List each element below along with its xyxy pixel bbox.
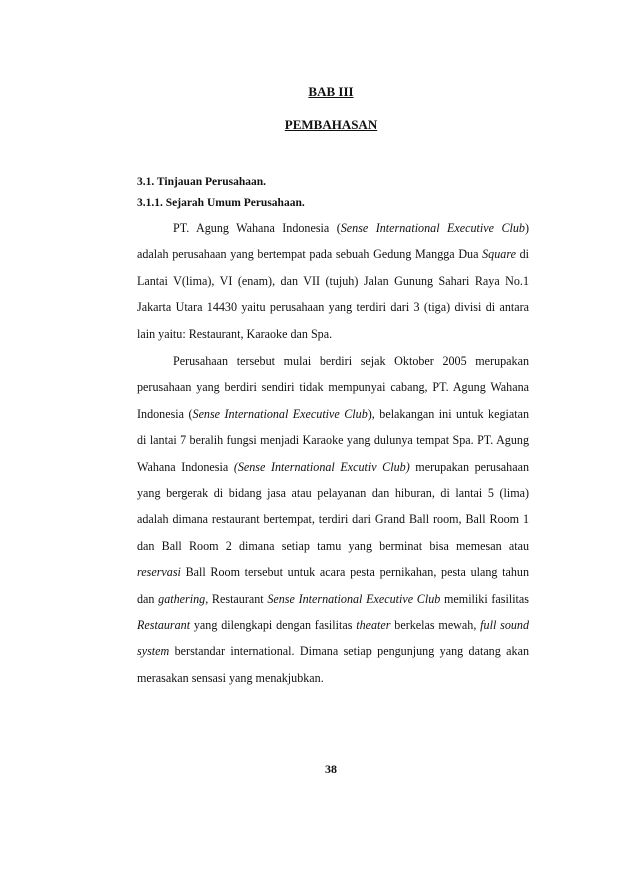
p1-text-2: ) adalah perusahaan yang bertempat pada sebuah Gedung Mangga Dua: [137, 221, 529, 262]
p2-text-2: ), belakangan ini untuk kegiatan di lantai 7 beralih fungsi menjadi Karaoke yang dulunya tempat Spa. PT. Agung Wahana Indonesia: [137, 406, 529, 474]
paragraph-company-overview: [137, 215, 529, 347]
p2-text-6: memiliki fasilitas: [440, 591, 529, 606]
paragraph-company-history: [137, 348, 529, 691]
p2-text-8: berkelas mewah,: [390, 618, 481, 633]
p2-text-9: berstandar international. Dimana setiap pengunjung yang datang akan merasakan sensasi yang menakjubkan.: [137, 644, 529, 685]
p2-italic-6: Restaurant: [137, 618, 191, 633]
page-number: 38: [325, 762, 337, 776]
p1-italic-2: Square: [482, 247, 516, 262]
p1-text-3: di Lantai V(lima), VI (enam), dan VII (tujuh) Jalan Gunung Sahari Raya No.1 Jakarta Utara 14430 yaitu perusahaan yang terdiri dari 3 (tiga) divisi di antara lain yaitu: Restaurant, Karaoke dan Spa.: [137, 247, 530, 341]
p2-italic-4: gathering: [158, 591, 206, 606]
chapter-subtitle: PEMBAHASAN: [284, 117, 378, 132]
p1-text-1: PT. Agung Wahana Indonesia (: [173, 221, 341, 235]
p2-text-7: yang dilengkapi dengan fasilitas: [190, 618, 357, 633]
chapter-title: BAB III: [308, 84, 354, 99]
p2-text-5: , Restaurant: [205, 591, 268, 606]
section-heading: 3.1. Tinjauan Perusahaan.: [137, 176, 266, 188]
p2-italic-1: Sense International Executive Club: [192, 406, 368, 421]
p1-italic-1: Sense International Executive Club: [340, 221, 525, 235]
p2-italic-8: full sound system: [137, 618, 530, 659]
section-subheading: 3.1.1. Sejarah Umum Perusahaan.: [137, 197, 305, 209]
p2-italic-5: Sense International Executive Club: [267, 591, 441, 606]
p2-italic-3: reservasi: [137, 565, 181, 580]
p2-italic-2: (Sense International Excutiv Club): [233, 459, 410, 474]
p2-text-4: Ball Room tersebut untuk acara pesta pernikahan, pesta ulang tahun dan: [137, 565, 529, 606]
p2-text-1: Perusahaan tersebut mulai berdiri sejak Oktober 2005 merupakan perusahaan yang berdiri sendiri tidak mempunyai cabang, PT. Agung Wahana Indonesia (: [137, 354, 529, 421]
p2-text-3: merupakan perusahaan yang bergerak di bidang jasa atau pelayanan dan hiburan, di lantai 5 (lima) adalah dimana restaurant bertempat, terdiri dari Grand Ball room, Ball Room 1 dan Ball Room 2 dimana setiap tamu yang berminat bisa memesan atau: [137, 459, 529, 553]
p2-italic-7: theater: [356, 618, 391, 633]
